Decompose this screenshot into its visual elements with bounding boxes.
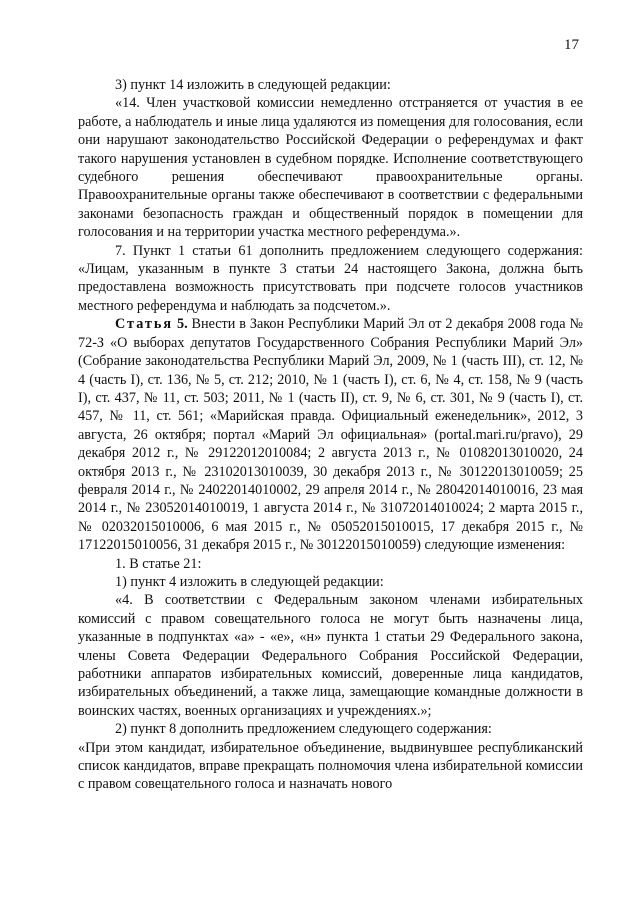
paragraph <box>78 739 583 794</box>
paragraph <box>78 242 583 316</box>
paragraph-text: 1) пункт 4 изложить в следующей редакции: <box>115 573 384 590</box>
paragraph-text: 3) пункт 14 изложить в следующей редакции: <box>115 77 391 93</box>
paragraph-text: «14. Член участковой комиссии немедленно отстраняется от участия в ее работе, а наблюдатель и иные лица удаляются из помещения для голосования, если они нарушают законодательство Российской Федерации о референдумах и факт такого нарушения установлен в судебном порядке. Исполнение соответствующего судебного решения обеспечивают правоохранительные органы. Правоохранительные органы также обеспечивают в соответствии с федеральными законами безопасность граждан и общественный порядок в помещении для голосования и на территории участка местного референдума.». <box>78 95 583 241</box>
paragraph <box>78 76 583 94</box>
article-heading: Статья 5. <box>115 316 188 333</box>
page-number: 17 <box>564 37 579 53</box>
paragraph <box>78 720 583 738</box>
document-body <box>78 76 583 794</box>
paragraph-text: «При этом кандидат, избирательное объединение, выдвинувшее республиканский список кандидатов, вправе прекращать полномочия члена избирательной комиссии с правом совещательного голоса и назначать нового <box>78 739 583 793</box>
paragraph-text: 7. Пункт 1 статьи 61 дополнить предложением следующего содержания: «Лицам, указанным в пункте 3 статьи 24 настоящего Закона, должна быть предоставлена возможность присутствовать при подсчете голосов участников местного референдума и наблюдать за подсчетом.». <box>78 242 583 314</box>
paragraph <box>78 315 583 554</box>
paragraph <box>78 573 583 591</box>
paragraph-text: Внести в Закон Республики Марий Эл от 2 декабря 2008 года № 72-З «О выборах депутатов Государственного Собрания Республики Марий Эл» (Собрание законодательства Республики Марий Эл, 2009, № 1 (часть III), ст. 12, № 4 (часть I), ст. 136, № 5, ст. 212; 2010, № 1 (часть I), ст. 6, № 4, ст. 158, № 9 (часть I), ст. 437, № 11, ст. 503; 2011, № 1 (часть II), ст. 9, № 6, ст. 301, № 9 (часть I), ст. 457, № 11, ст. 561; «Марийская правда. Официальный еженедельник», 2012, 3 августа, 26 октября; портал «Марий Эл официальная» (portal.mari.ru/pravo), 29 декабря 2012 г., № 29122012010084; 2 августа 2013 г., № 01082013010020, 24 октября 2013 г., № 23102013010039, 30 декабря 2013 г., № 30122013010059; 25 февраля 2014 г., № 24022014010002, 29 апреля 2014 г., № 28042014010016, 23 мая 2014 г., № 23052014010019, 1 августа 2014 г., № 31072014010024; 2 марта 2015 г., № 02032015010006, 6 мая 2015 г., № 05052015010015, 17 декабря 2015 г., № 17122015010056, 31 декабря 2015 г., № 30122015010059) следующие изменения: <box>78 316 583 554</box>
paragraph <box>78 591 583 720</box>
paragraph <box>78 555 583 573</box>
paragraph-text: 1. В статье 21: <box>115 555 202 572</box>
paragraph-text: «4. В соответствии с Федеральным законом членами избирательных комиссий с правом совещательного голоса не могут быть назначены лица, указанные в подпунктах «а» - «е», «н» пункта 1 статьи 29 Федерального закона, члены Совета Федерации Федерального Собрания Российской Федерации, работники аппаратов избирательных комиссий, доверенные лица кандидатов, избирательных объединений, а также лица, замещающие командные должности в воинских частях, военных организациях и учреждениях.»; <box>78 592 583 719</box>
paragraph-text: 2) пункт 8 дополнить предложением следующего содержания: <box>115 721 492 738</box>
paragraph <box>78 94 583 241</box>
